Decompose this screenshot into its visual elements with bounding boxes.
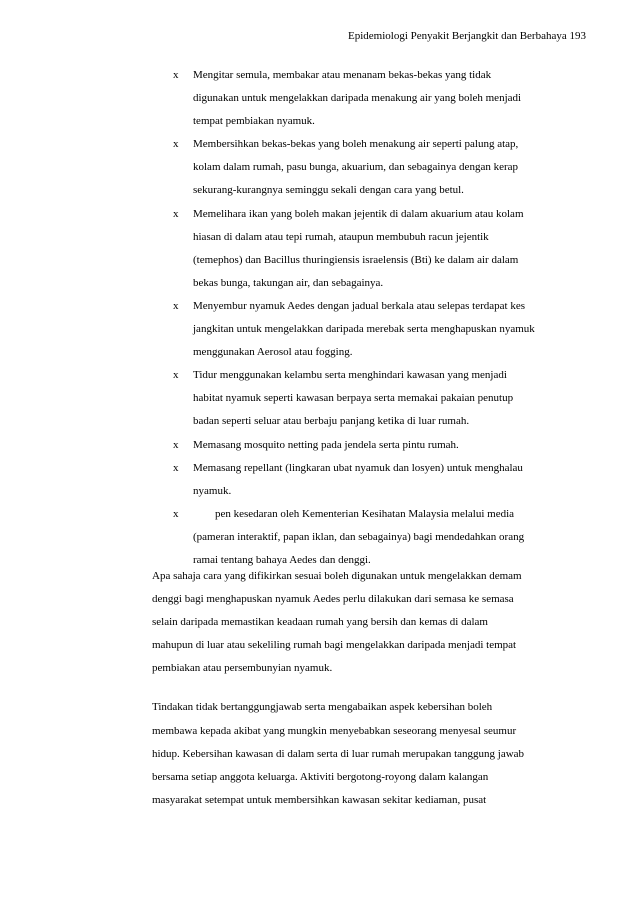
text-line: nyamuk. xyxy=(193,484,232,497)
text-line: Menyembur nyamuk Aedes dengan jadual berkala atau selepas terdapat kes xyxy=(193,299,526,312)
bullet-marker: x xyxy=(173,138,179,151)
bullet-item xyxy=(0,503,638,572)
bullet-text xyxy=(193,434,563,457)
bullet-item xyxy=(0,434,638,457)
bullet-item xyxy=(0,364,638,433)
bullet-marker: x xyxy=(173,69,179,81)
text-line: habitat nyamuk seperti kawasan berpaya serta memakai pakaian penutup xyxy=(193,392,514,405)
bullet-marker: x xyxy=(173,438,179,451)
bullet-item xyxy=(0,457,638,503)
text-line: Memasang repellant (lingkaran ubat nyamuk dan losyen) untuk menghalau xyxy=(193,461,523,474)
text-line: Mengitar semula, membakar atau menanam bekas-bekas yang tidak xyxy=(193,69,492,81)
bullet-item xyxy=(0,295,638,364)
text-line: Tidur menggunakan kelambu serta menghindari kawasan yang menjadi xyxy=(193,369,507,382)
text-line: (pameran interaktif, papan iklan, dan sebagainya) bagi mendedahkan orang xyxy=(193,530,525,543)
text-line: membawa kepada akibat yang mungkin menyebabkan seseorang menyesal seumur xyxy=(152,724,517,737)
bullet-text xyxy=(193,503,563,572)
text-line: Memasang mosquito netting pada jendela serta pintu rumah. xyxy=(193,438,459,451)
text-line: jangkitan untuk mengelakkan daripada merebak serta menghapuskan nyamuk xyxy=(193,323,535,336)
text-line: (temephos) dan Bacillus thuringiensis israelensis (Bti) ke dalam air dalam xyxy=(193,253,519,266)
text-line: hidup. Kebersihan kawasan di dalam serta di luar rumah merupakan tanggung jawab xyxy=(152,747,525,760)
text-line: menggunakan Aerosol atau fogging. xyxy=(193,346,353,359)
text-line: kolam dalam rumah, pasu bunga, akuarium, dan sebagainya dengan kerap xyxy=(193,161,518,174)
text-line: badan seperti seluar atau berbaju panjang ketika di luar rumah. xyxy=(193,415,470,428)
bullet-item xyxy=(0,133,638,202)
text-line: hiasan di dalam atau tepi rumah, ataupun membubuh racun jejentik xyxy=(193,230,489,243)
body-paragraphs xyxy=(152,565,552,828)
bullet-marker: x xyxy=(173,461,179,474)
bullet-text xyxy=(193,295,563,364)
paragraph xyxy=(152,565,552,680)
paragraph xyxy=(152,696,552,811)
bullet-marker: x xyxy=(173,299,179,312)
bullet-list xyxy=(0,64,638,572)
text-line: mahupun di luar atau sekeliling rumah bagi mengelakkan daripada menjadi tempat xyxy=(152,639,517,652)
text-line: masyarakat setempat untuk membersihkan kawasan sekitar kediaman, pusat xyxy=(152,793,487,806)
text-line: pen kesedaran oleh Kementerian Kesihatan Malaysia melalui media xyxy=(193,507,515,520)
text-line: Apa sahaja cara yang difikirkan sesuai boleh digunakan untuk mengelakkan demam xyxy=(152,570,522,582)
bullet-marker: x xyxy=(173,507,179,520)
text-line: Memelihara ikan yang boleh makan jejentik di dalam akuarium atau kolam xyxy=(193,207,524,220)
text-line: ramai tentang bahaya Aedes dan denggi. xyxy=(193,553,371,566)
text-line: digunakan untuk mengelakkan daripada menakung air yang boleh menjadi xyxy=(193,92,522,105)
text-line: Tindakan tidak bertanggungjawab serta mengabaikan aspek kebersihan boleh xyxy=(152,701,493,714)
bullet-text xyxy=(193,133,563,202)
page-header: Epidemiologi Penyakit Berjangkit dan Berbahaya 193 xyxy=(348,30,586,42)
text-line: pembiakan atau persembunyian nyamuk. xyxy=(152,662,333,675)
text-line: denggi bagi menghapuskan nyamuk Aedes perlu dilakukan dari semasa ke semasa xyxy=(152,593,514,606)
text-line: sekurang-kurangnya seminggu sekali dengan cara yang betul. xyxy=(193,184,464,197)
text-line: bersama setiap anggota keluarga. Aktiviti bergotong-royong dalam kalangan xyxy=(152,770,489,783)
text-line: bekas bunga, takungan air, dan sebagainya. xyxy=(193,276,384,289)
bullet-marker: x xyxy=(173,369,179,382)
bullet-text xyxy=(193,203,563,295)
bullet-item xyxy=(0,64,638,133)
bullet-item xyxy=(0,203,638,295)
bullet-marker: x xyxy=(173,207,179,220)
bullet-text xyxy=(193,457,563,503)
text-line: Membersihkan bekas-bekas yang boleh menakung air seperti palung atap, xyxy=(193,138,519,151)
text-line: tempat pembiakan nyamuk. xyxy=(193,115,315,128)
bullet-text xyxy=(193,64,563,133)
text-line: selain daripada memastikan keadaan rumah yang bersih dan kemas di dalam xyxy=(152,616,488,629)
bullet-text xyxy=(193,364,563,433)
